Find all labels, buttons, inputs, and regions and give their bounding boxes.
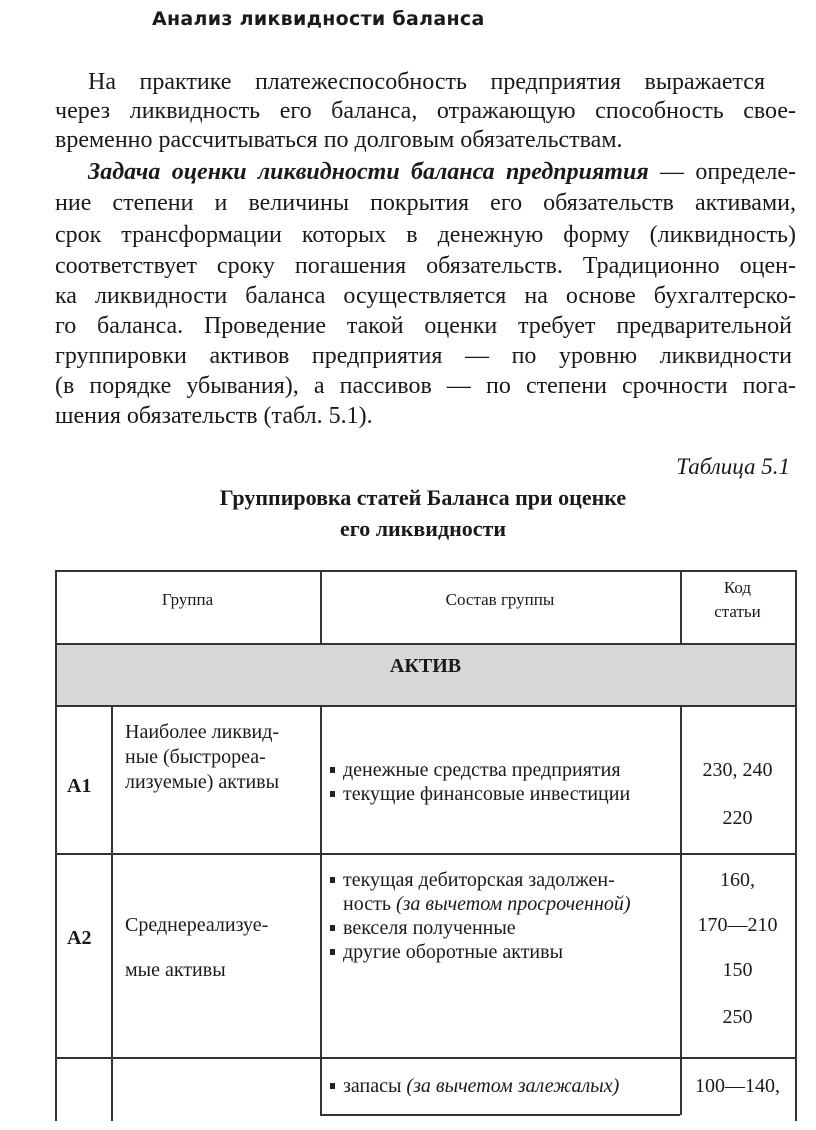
group-items	[327, 1074, 619, 1098]
paragraph-line: срок трансформации которых в денежную форму (ликвидность)	[55, 222, 796, 248]
table-caption: Таблица 5.1	[676, 454, 790, 479]
paragraph-line: группировки активов предприятия — по уровню ликвидности	[55, 343, 792, 369]
paragraph-line	[88, 158, 796, 186]
section-label: АКТИВ	[389, 655, 462, 677]
note: (за вычетом залежалых)	[406, 1075, 620, 1097]
list-item: текущие финансовые инвестиции	[327, 782, 630, 806]
code: 220	[722, 807, 753, 829]
group-items	[327, 758, 630, 806]
text: Код	[723, 578, 752, 597]
note: (за вычетом просроченной)	[395, 893, 631, 915]
text: статьи	[714, 602, 761, 621]
header-code	[680, 576, 795, 624]
code: 100—140,	[695, 1075, 780, 1097]
text: Наиболее ликвид-	[125, 721, 280, 743]
paragraph-line: временно рассчитываться по долговым обязательствам.	[55, 127, 623, 153]
section-heading: Анализ ликвидности баланса	[152, 8, 485, 30]
code: 150	[722, 959, 753, 981]
text: ные (быстрореа-	[125, 746, 266, 768]
code: 170—210	[697, 914, 778, 936]
text: — определе-	[648, 159, 796, 185]
paragraph-line: ка ликвидности баланса осуществляется на основе бухгалтерско-	[55, 283, 796, 309]
paragraph-line: (в порядке убывания), а пассивов — по степени срочности пога-	[55, 373, 796, 399]
group-id: А2	[67, 927, 92, 949]
code: 230, 240	[702, 759, 773, 781]
paragraph-line: ние степени и величины покрытия его обязательств активами,	[55, 190, 796, 216]
header-composition: Состав группы	[445, 590, 555, 609]
text: запасы	[343, 1075, 407, 1097]
list-item: другие оборотные активы	[327, 940, 631, 964]
title-line: его ликвидности	[339, 516, 506, 541]
header-group: Группа	[161, 590, 214, 609]
grouping-table	[55, 570, 796, 1130]
list-item: денежные средства предприятия	[327, 758, 630, 782]
list-item	[327, 868, 631, 916]
text: текущая дебиторская задолжен-	[343, 869, 615, 891]
group-name-line: мые активы	[125, 959, 226, 981]
paragraph-line: шения обязательств (табл. 5.1).	[55, 403, 373, 429]
group-name-line: Среднереализуе-	[125, 914, 269, 936]
list-item	[327, 1074, 619, 1098]
group-id: А1	[67, 775, 92, 797]
emphasized-term: Задача оценки ликвидности баланса предприятия	[88, 159, 649, 185]
code: 160,	[720, 869, 755, 891]
code: 250	[722, 1006, 753, 1028]
list-item: векселя полученные	[327, 916, 631, 940]
group-items	[327, 868, 631, 964]
paragraph-line: На практике платежеспособность предприятия выражается	[88, 69, 765, 95]
text: лизуемые) активы	[125, 771, 280, 793]
paragraph-line: го баланса. Проведение такой оценки требует предварительной	[55, 313, 792, 339]
paragraph-line: соответствует сроку погашения обязательств. Традиционно оцен-	[55, 253, 796, 279]
table-title	[0, 482, 816, 544]
title-line: Группировка статей Баланса при оценке	[219, 485, 627, 510]
group-name	[125, 720, 279, 795]
paragraph-line: через ликвидность его баланса, отражающую способность свое-	[55, 98, 796, 124]
text: ность	[343, 893, 396, 915]
